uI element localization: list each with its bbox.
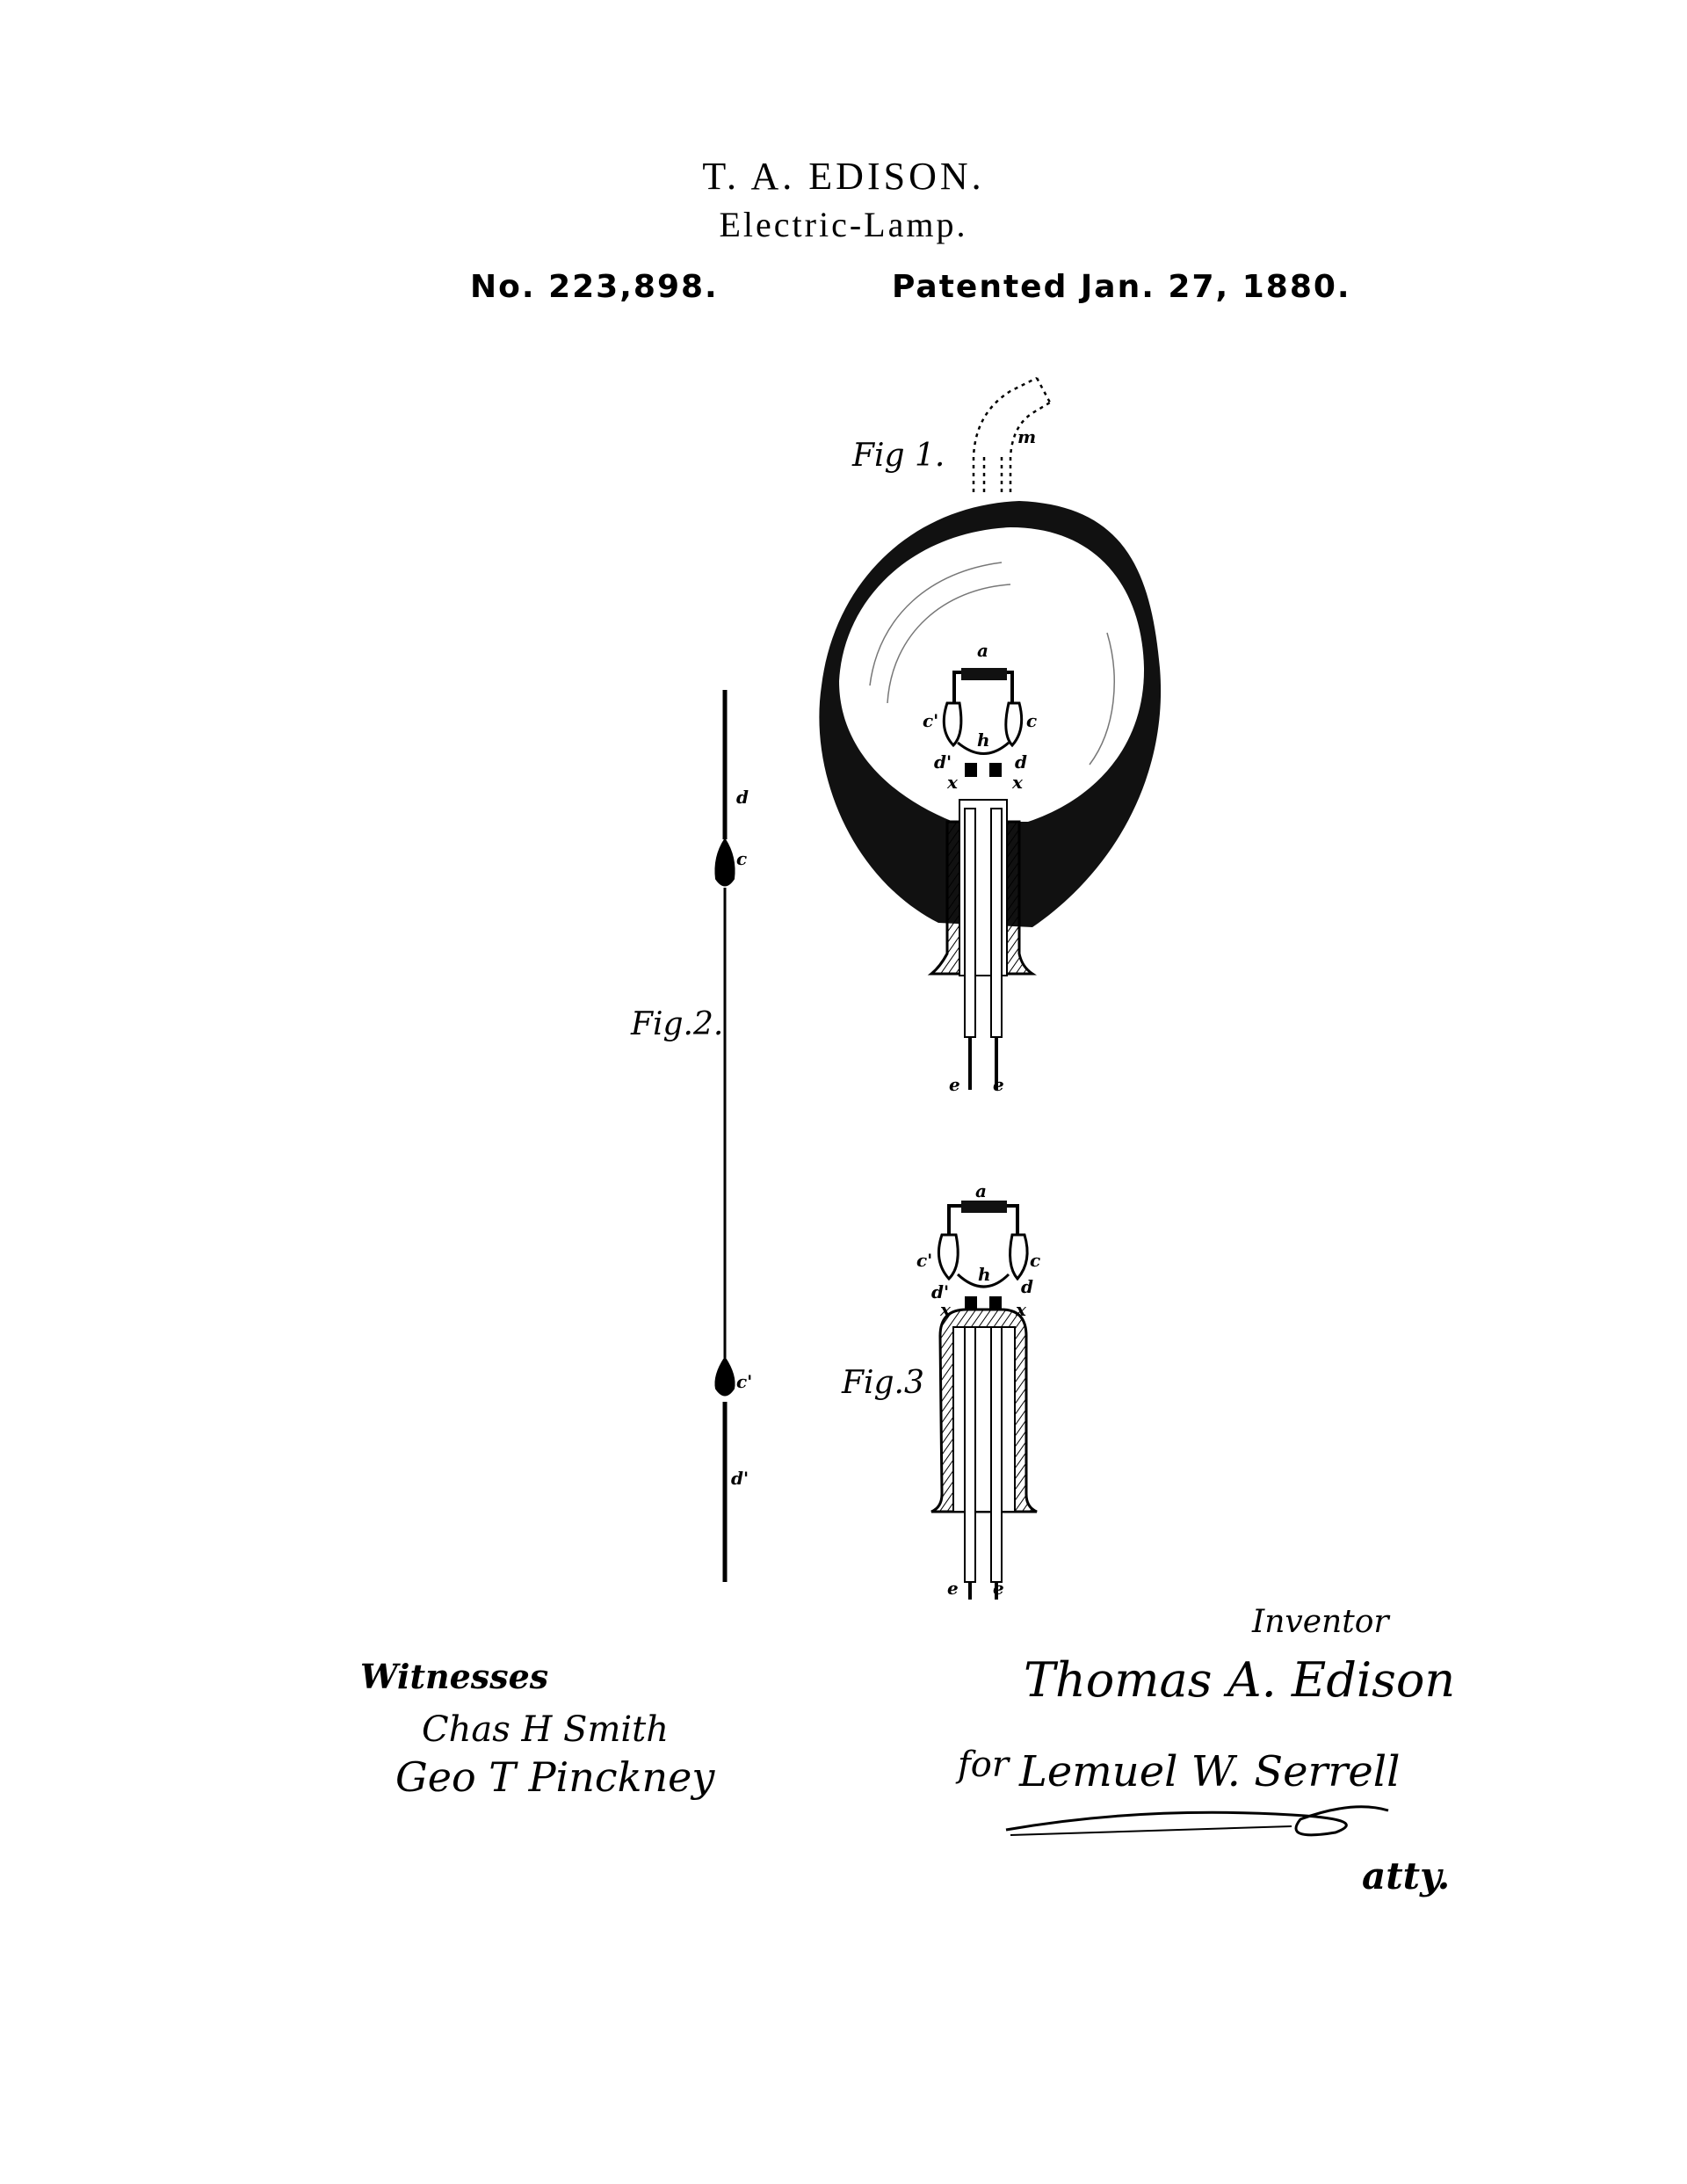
fig1-ref-h: h [977,729,990,751]
witness-1-signature: Chas H Smith [422,1709,670,1750]
fig3-ref-x-left: x [940,1299,951,1320]
fig1-ref-d-prime: d' [934,751,952,773]
fig1-ref-x-left: x [947,772,958,793]
fig2-ref-d-prime: d' [731,1468,749,1489]
fig2-ref-c-prime: c' [736,1371,753,1392]
fig3-ref-e-left: e [947,1578,959,1599]
fig3-ref-d: d [1021,1276,1033,1297]
fig2-label: Fig.2. [631,1006,724,1042]
witnesses-label: Witnesses [360,1657,549,1696]
fig3-lamp-drawing [931,1201,1037,1600]
fig1-dotted-tube [974,378,1050,492]
fig1-ref-c: c [1026,710,1038,731]
fig3-ref-c: c [1030,1250,1041,1271]
fig3-ref-h: h [978,1264,991,1285]
attorney-signature: Lemuel W. Serrell [1019,1747,1401,1796]
fig2-filament-drawing [715,690,734,1582]
fig1-ref-e-right: e [993,1074,1004,1095]
fig3-ref-e-right: e [993,1578,1004,1599]
patent-date: Patented Jan. 27, 1880. [892,269,1351,305]
fig1-lamp-drawing [819,378,1161,1090]
fig1-label: Fig 1. [852,438,945,474]
patent-title: Electric-Lamp. [719,205,968,244]
fig1-ref-x-right: x [1012,772,1023,793]
patent-number: No. 223,898. [470,269,719,305]
fig3-ref-x-right: x [1016,1299,1026,1320]
fig1-ref-m: m [1017,426,1037,447]
inventor-signature: Thomas A. Edison [1024,1652,1456,1708]
fig1-ref-d: d [1015,751,1027,773]
attorney-suffix: atty. [1362,1854,1451,1897]
fig2-ref-d: d [736,787,749,808]
fig3-ref-d-prime: d' [931,1281,950,1302]
inventor-label: Inventor [1252,1604,1389,1640]
witness-2-signature: Geo T Pinckney [395,1753,715,1801]
fig3-label: Fig.3 [842,1365,924,1401]
fig2-ref-c: c [736,848,748,869]
fig3-ref-a: a [975,1180,987,1201]
fig1-ref-c-prime: c' [923,710,939,731]
fig1-ref-a: a [977,640,988,661]
fig3-ref-c-prime: c' [916,1250,933,1271]
fig1-ref-e-left: e [949,1074,960,1095]
attorney-prefix: for [958,1745,1010,1785]
inventor-name-header: T. A. EDISON. [702,155,985,198]
attorney-flourish [1006,1807,1388,1835]
